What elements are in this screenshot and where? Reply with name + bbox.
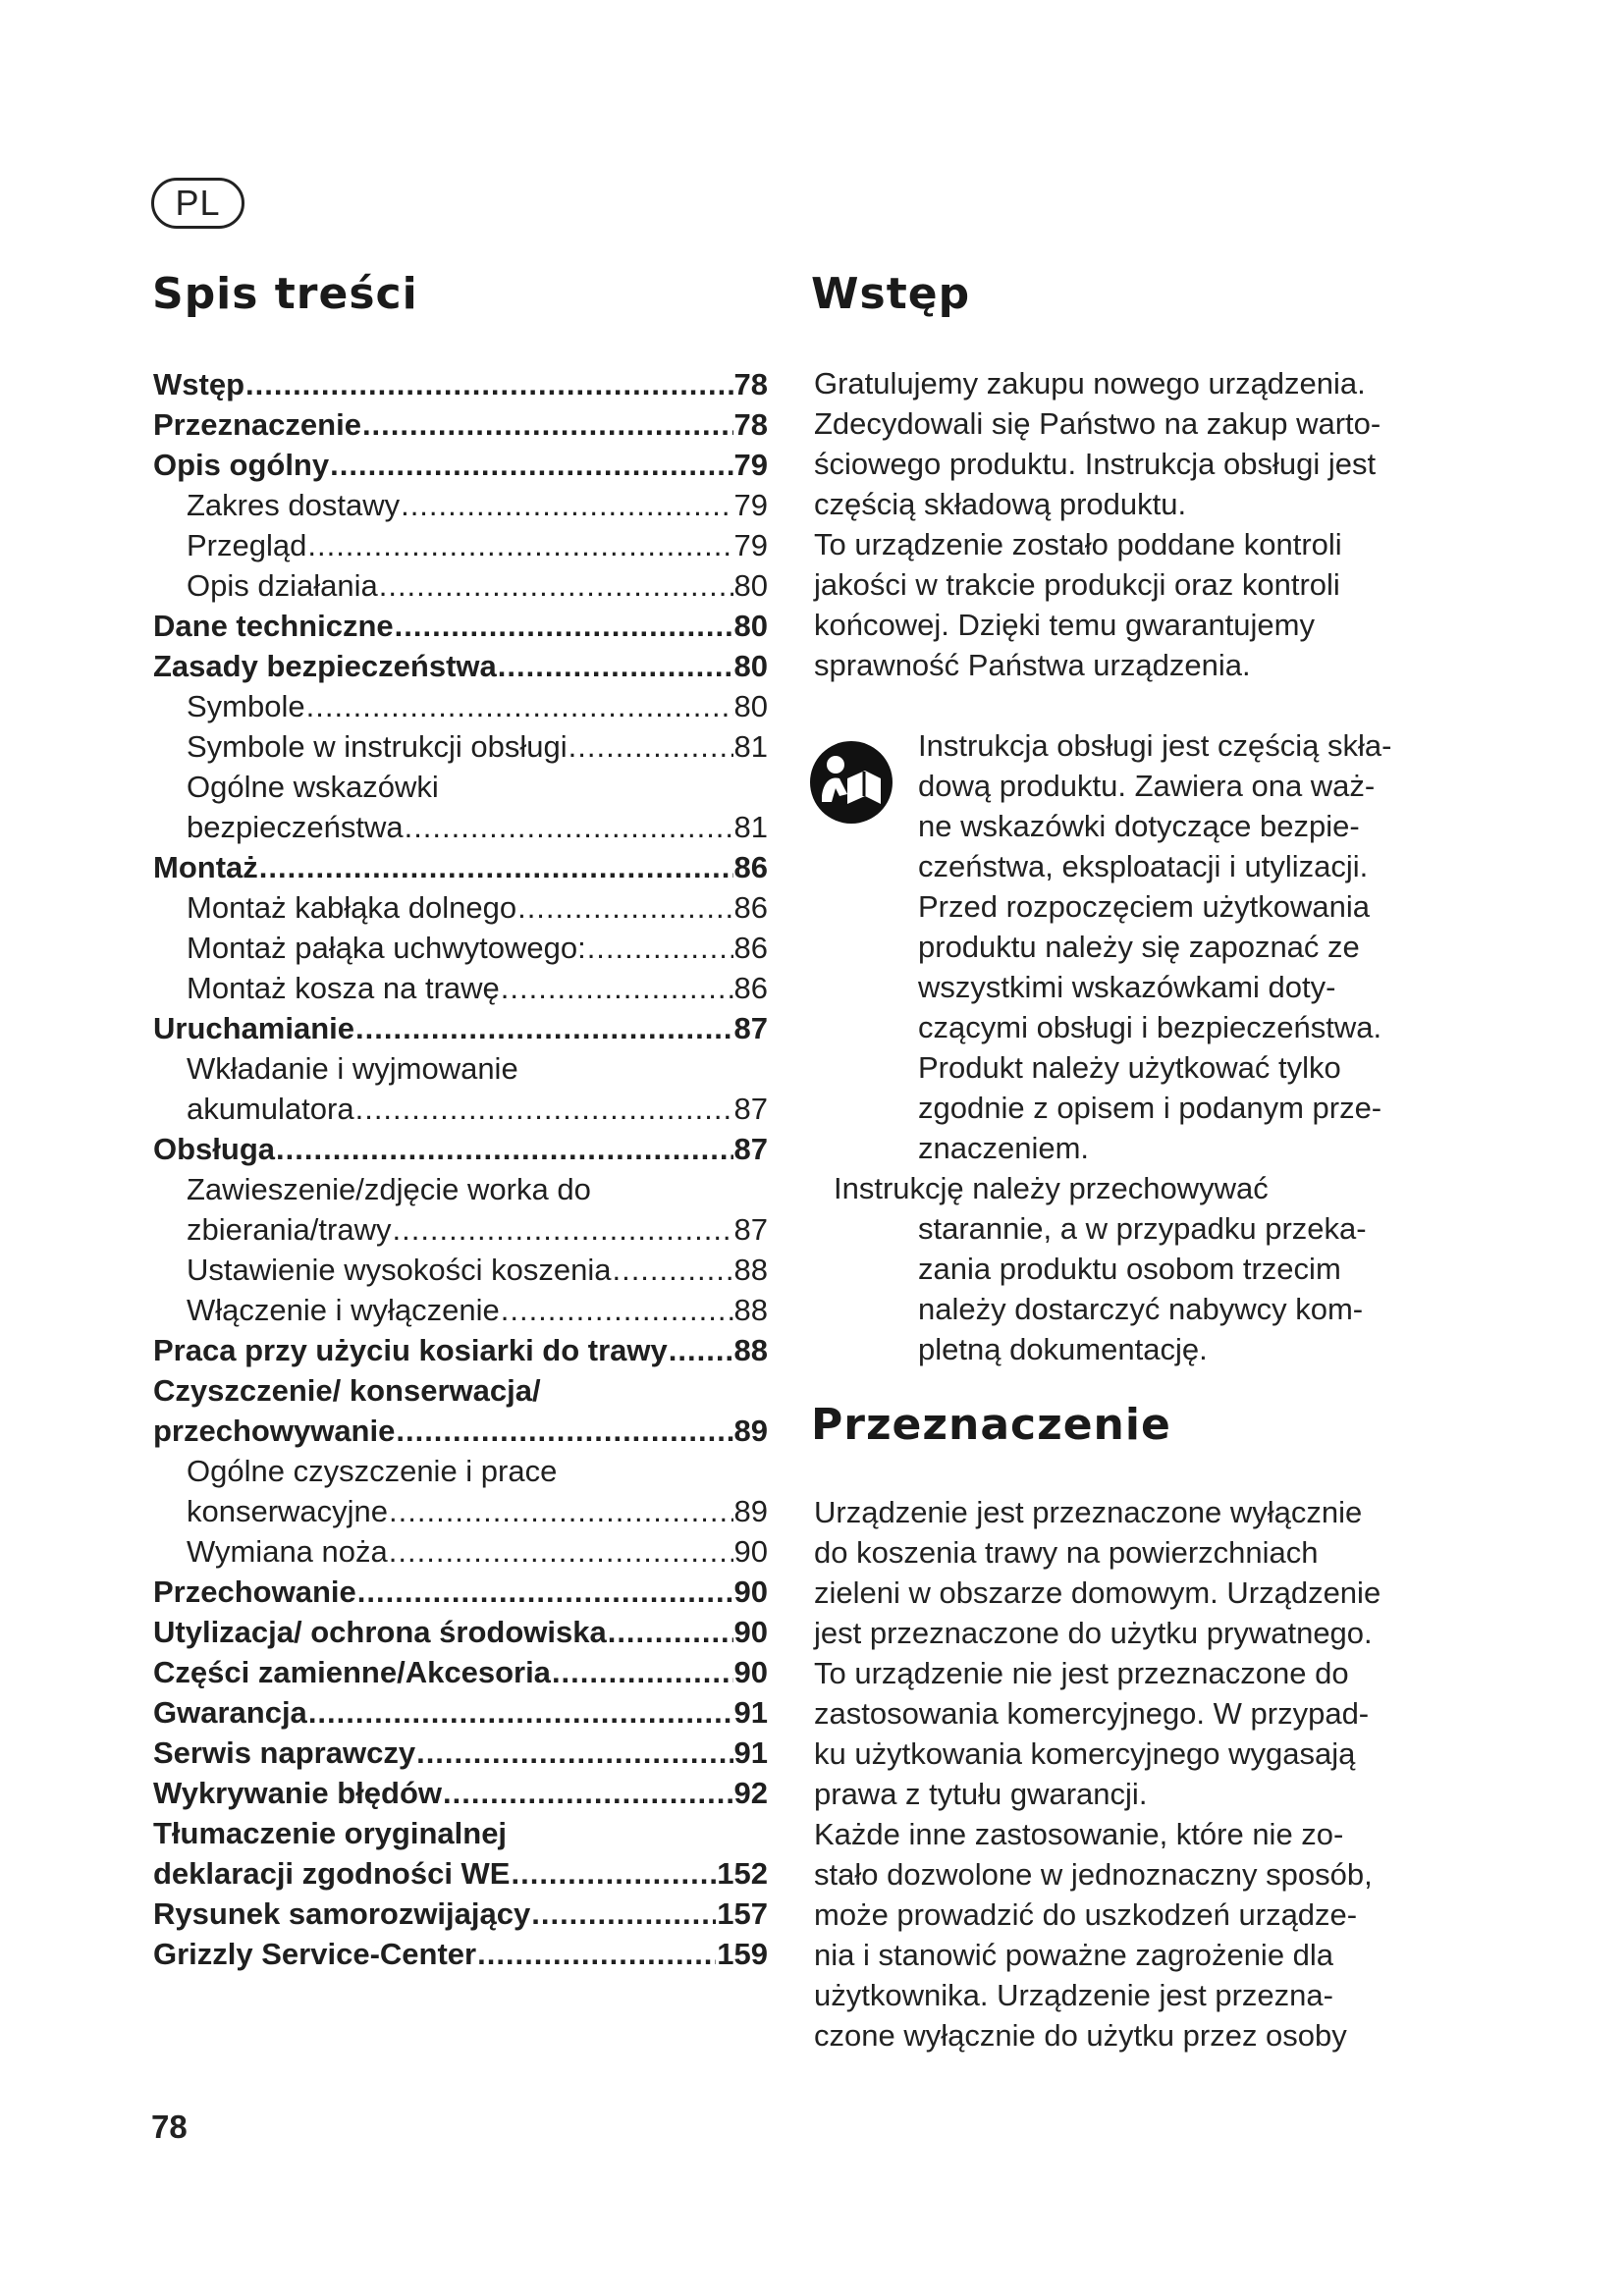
toc-entry-label: Serwis naprawczy bbox=[153, 1735, 416, 1770]
text-line: wszystkimi wskazówkami doty- bbox=[918, 970, 1336, 1004]
toc-entry-page: 86 bbox=[733, 850, 768, 884]
toc-leader-dots bbox=[511, 1853, 716, 1894]
toc-entry-label: Zakres dostawy bbox=[187, 488, 401, 522]
toc-entry bbox=[153, 1089, 768, 1129]
toc-entry-page: 80 bbox=[733, 649, 768, 683]
toc-entry bbox=[153, 1370, 768, 1411]
text-line: To urządzenie zostało poddane kontroli bbox=[814, 527, 1342, 561]
toc-entry bbox=[153, 1934, 768, 1974]
page-number: 78 bbox=[151, 2109, 188, 2145]
toc-leader-dots bbox=[587, 928, 733, 968]
toc-entry-label: Przeznaczenie bbox=[153, 407, 361, 442]
toc-entry-page: 86 bbox=[733, 890, 768, 925]
text-line: zgodnie z opisem i podanym prze- bbox=[918, 1091, 1382, 1125]
text-line: należy dostarczyć nabywcy kom- bbox=[918, 1292, 1364, 1326]
toc-leader-dots bbox=[308, 1692, 733, 1733]
toc-entry-page: 89 bbox=[733, 1414, 768, 1448]
text-line: zania produktu osobom trzecim bbox=[918, 1252, 1341, 1286]
toc-entry bbox=[153, 364, 768, 404]
text-line: Instrukcja obsługi jest częścią skła- bbox=[918, 728, 1392, 763]
toc-leader-dots bbox=[401, 485, 732, 525]
toc-entry bbox=[153, 525, 768, 565]
toc-entry-page: 91 bbox=[733, 1735, 768, 1770]
toc-entry bbox=[153, 686, 768, 726]
toc-entry-page: 152 bbox=[717, 1856, 768, 1891]
toc-entry-page: 87 bbox=[733, 1011, 768, 1045]
toc-entry-label: Zasady bezpieczeństwa bbox=[153, 649, 497, 683]
toc-entry-page: 88 bbox=[733, 1253, 768, 1287]
toc-leader-dots bbox=[395, 606, 733, 646]
toc-entry-label: Grizzly Service-Center bbox=[153, 1937, 477, 1971]
toc-leader-dots bbox=[477, 1934, 716, 1974]
text-line: sprawność Państwa urządzenia. bbox=[814, 648, 1251, 682]
toc-entry-label: Ustawienie wysokości koszenia bbox=[187, 1253, 612, 1287]
toc-entry-page: 79 bbox=[733, 528, 768, 562]
toc-entry bbox=[153, 1692, 768, 1733]
toc-leader-dots bbox=[501, 1290, 733, 1330]
toc-leader-dots bbox=[357, 1572, 733, 1612]
table-of-contents bbox=[153, 364, 768, 1974]
toc-leader-dots bbox=[669, 1330, 733, 1370]
toc-entry bbox=[153, 1250, 768, 1290]
toc-entry-page: 89 bbox=[733, 1494, 768, 1528]
toc-entry-label: zbierania/trawy bbox=[187, 1212, 392, 1247]
toc-entry-label: Ogólne wskazówki bbox=[187, 770, 439, 804]
toc-leader-dots bbox=[443, 1773, 733, 1813]
text-line: może prowadzić do uszkodzeń urządze- bbox=[814, 1897, 1358, 1932]
toc-entry-page: 79 bbox=[733, 448, 768, 482]
toc-leader-dots bbox=[531, 1894, 716, 1934]
toc-leader-dots bbox=[362, 404, 733, 445]
toc-leader-dots bbox=[552, 1652, 733, 1692]
toc-entry bbox=[153, 767, 768, 807]
toc-entry bbox=[153, 646, 768, 686]
toc-entry bbox=[153, 1048, 768, 1089]
toc-leader-dots bbox=[389, 1491, 732, 1531]
toc-leader-dots bbox=[330, 445, 732, 485]
toc-entry-page: 91 bbox=[733, 1695, 768, 1730]
text-line: zieleni w obszarze domowym. Urządzenie bbox=[814, 1575, 1381, 1610]
toc-entry-label: Wykrywanie błędów bbox=[153, 1776, 443, 1810]
toc-entry-label: akumulatora bbox=[187, 1092, 354, 1126]
purpose-paragraph bbox=[814, 1492, 1380, 2056]
toc-entry bbox=[153, 1451, 768, 1491]
toc-entry-page: 80 bbox=[733, 689, 768, 723]
language-code: PL bbox=[175, 183, 221, 223]
text-line: Urządzenie jest przeznaczone wyłącznie bbox=[814, 1495, 1363, 1529]
toc-entry-label: konserwacyjne bbox=[187, 1494, 389, 1528]
notice-paragraph bbox=[918, 725, 1391, 1168]
text-line: ku użytkowania komercyjnego wygasają bbox=[814, 1736, 1356, 1771]
toc-entry-label: Symbole w instrukcji obsługi bbox=[187, 729, 568, 764]
toc-entry bbox=[153, 485, 768, 525]
toc-entry bbox=[153, 1813, 768, 1853]
text-line: To urządzenie nie jest przeznaczone do bbox=[814, 1656, 1349, 1690]
intro-paragraph bbox=[814, 363, 1380, 685]
toc-leader-dots bbox=[392, 1209, 732, 1250]
toc-entry bbox=[153, 1572, 768, 1612]
toc-entry-label: Dane techniczne bbox=[153, 609, 394, 643]
text-line: dową produktu. Zawiera ona waż- bbox=[918, 769, 1376, 803]
toc-entry-page: 78 bbox=[733, 407, 768, 442]
toc-entry bbox=[153, 928, 768, 968]
text-line: czeństwa, eksploatacji i utylizacji. bbox=[918, 849, 1369, 883]
toc-entry bbox=[153, 565, 768, 606]
toc-entry bbox=[153, 1612, 768, 1652]
toc-leader-dots bbox=[379, 565, 733, 606]
toc-leader-dots bbox=[355, 1008, 733, 1048]
toc-entry bbox=[153, 1209, 768, 1250]
toc-leader-dots bbox=[498, 646, 733, 686]
toc-entry-page: 86 bbox=[733, 931, 768, 965]
toc-entry-page: 90 bbox=[733, 1615, 768, 1649]
toc-entry-page: 86 bbox=[733, 971, 768, 1005]
text-line: Instrukcję należy przechowywać bbox=[834, 1171, 1269, 1205]
toc-entry-page: 87 bbox=[733, 1212, 768, 1247]
toc-entry-page: 88 bbox=[733, 1333, 768, 1367]
toc-entry bbox=[153, 726, 768, 767]
toc-leader-dots bbox=[568, 726, 733, 767]
toc-leader-dots bbox=[389, 1531, 733, 1572]
toc-entry-page: 87 bbox=[733, 1132, 768, 1166]
toc-entry-label: Włączenie i wyłączenie bbox=[187, 1293, 500, 1327]
toc-leader-dots bbox=[245, 364, 733, 404]
toc-entry-label: Obsługa bbox=[153, 1132, 276, 1166]
toc-leader-dots bbox=[276, 1129, 733, 1169]
text-line: zastosowania komercyjnego. W przypad- bbox=[814, 1696, 1370, 1731]
toc-entry-label: Montaż pałąka uchwytowego: bbox=[187, 931, 586, 965]
toc-entry-label: Wkładanie i wyjmowanie bbox=[187, 1051, 518, 1086]
toc-entry bbox=[153, 606, 768, 646]
toc-entry-label: Praca przy użyciu kosiarki do trawy bbox=[153, 1333, 668, 1367]
toc-entry-page: 81 bbox=[733, 810, 768, 844]
toc-entry bbox=[153, 1169, 768, 1209]
toc-entry-label: Montaż kosza na trawę bbox=[187, 971, 500, 1005]
toc-entry-label: Przechowanie bbox=[153, 1575, 356, 1609]
language-badge bbox=[151, 178, 244, 229]
text-line: końcowej. Dzięki temu gwarantujemy bbox=[814, 608, 1315, 642]
text-line: czącymi obsługi i bezpieczeństwa. bbox=[918, 1010, 1382, 1044]
toc-entry bbox=[153, 1008, 768, 1048]
text-line: do koszenia trawy na powierzchniach bbox=[814, 1535, 1319, 1570]
toc-entry-page: 90 bbox=[733, 1575, 768, 1609]
toc-entry-label: Montaż kabłąka dolnego bbox=[187, 890, 517, 925]
toc-leader-dots bbox=[612, 1250, 732, 1290]
toc-entry-page: 78 bbox=[733, 367, 768, 401]
toc-entry bbox=[153, 1652, 768, 1692]
toc-leader-dots bbox=[259, 847, 733, 887]
toc-entry-label: Wymiana noża bbox=[187, 1534, 388, 1569]
toc-entry-page: 92 bbox=[733, 1776, 768, 1810]
toc-entry bbox=[153, 1290, 768, 1330]
text-line: Gratulujemy zakupu nowego urządzenia. bbox=[814, 366, 1366, 400]
text-line: Przed rozpoczęciem użytkowania bbox=[918, 889, 1371, 924]
toc-entry-label: Przegląd bbox=[187, 528, 307, 562]
toc-title: Spis treści bbox=[152, 269, 418, 319]
toc-entry-label: Montaż bbox=[153, 850, 258, 884]
text-line: stało dozwolone w jednoznaczny sposób, bbox=[814, 1857, 1373, 1892]
intro-title: Wstęp bbox=[811, 269, 971, 319]
toc-entry bbox=[153, 1894, 768, 1934]
toc-entry bbox=[153, 847, 768, 887]
toc-entry-page: 88 bbox=[733, 1293, 768, 1327]
text-line: pletną dokumentację. bbox=[918, 1332, 1208, 1366]
toc-entry bbox=[153, 1491, 768, 1531]
text-line: nia i stanowić poważne zagrożenie dla bbox=[814, 1938, 1334, 1972]
text-line: użytkownika. Urządzenie jest przezna- bbox=[814, 1978, 1333, 2012]
toc-entry bbox=[153, 1733, 768, 1773]
toc-entry-label: Ogólne czyszczenie i prace bbox=[187, 1454, 558, 1488]
toc-entry-label: Rysunek samorozwijający bbox=[153, 1896, 531, 1931]
toc-entry-label: Symbole bbox=[187, 689, 305, 723]
toc-entry bbox=[153, 1330, 768, 1370]
toc-entry-label: Opis ogólny bbox=[153, 448, 330, 482]
toc-entry-page: 79 bbox=[733, 488, 768, 522]
toc-entry-label: przechowywanie bbox=[153, 1414, 396, 1448]
toc-entry bbox=[153, 1853, 768, 1894]
text-line: ne wskazówki dotyczące bezpie- bbox=[918, 809, 1360, 843]
text-line: czone wyłącznie do użytku przez osoby bbox=[814, 2018, 1347, 2053]
toc-leader-dots bbox=[307, 525, 732, 565]
toc-leader-dots bbox=[416, 1733, 732, 1773]
toc-entry-label: Zawieszenie/zdjęcie worka do bbox=[187, 1172, 591, 1206]
text-line: ściowego produktu. Instrukcja obsługi jest bbox=[814, 447, 1377, 481]
toc-leader-dots bbox=[355, 1089, 733, 1129]
toc-entry-label: Wstęp bbox=[153, 367, 244, 401]
toc-entry-page: 90 bbox=[733, 1534, 768, 1569]
text-line: starannie, a w przypadku przeka- bbox=[918, 1211, 1367, 1246]
toc-entry-label: Części zamienne/Akcesoria bbox=[153, 1655, 551, 1689]
text-line: jakości w trakcie produkcji oraz kontroli bbox=[814, 567, 1340, 602]
toc-entry bbox=[153, 1531, 768, 1572]
toc-entry-label: deklaracji zgodności WE bbox=[153, 1856, 511, 1891]
toc-leader-dots bbox=[306, 686, 733, 726]
toc-entry-page: 80 bbox=[733, 568, 768, 603]
text-line: Każde inne zastosowanie, które nie zo- bbox=[814, 1817, 1344, 1851]
toc-entry-page: 90 bbox=[733, 1655, 768, 1689]
toc-entry bbox=[153, 968, 768, 1008]
toc-entry-page: 159 bbox=[717, 1937, 768, 1971]
read-manual-icon bbox=[808, 739, 894, 826]
text-line: Produkt należy użytkować tylko bbox=[918, 1050, 1341, 1085]
toc-entry-label: bezpieczeństwa bbox=[187, 810, 404, 844]
toc-entry-label: Opis działania bbox=[187, 568, 378, 603]
toc-leader-dots bbox=[396, 1411, 732, 1451]
toc-entry-page: 80 bbox=[733, 609, 768, 643]
toc-leader-dots bbox=[405, 807, 733, 847]
toc-entry bbox=[153, 1411, 768, 1451]
toc-leader-dots bbox=[608, 1612, 733, 1652]
notice-outdent-line bbox=[834, 1168, 1269, 1208]
toc-entry bbox=[153, 445, 768, 485]
toc-entry-page: 87 bbox=[733, 1092, 768, 1126]
toc-entry-label: Czyszczenie/ konserwacja/ bbox=[153, 1373, 541, 1408]
purpose-title: Przeznaczenie bbox=[811, 1400, 1171, 1450]
toc-entry-page: 81 bbox=[733, 729, 768, 764]
text-line: częścią składową produktu. bbox=[814, 487, 1187, 521]
toc-entry-label: Utylizacja/ ochrona środowiska bbox=[153, 1615, 607, 1649]
text-line: produktu należy się zapoznać ze bbox=[918, 930, 1360, 964]
toc-entry-label: Tłumaczenie oryginalnej bbox=[153, 1816, 508, 1850]
text-line: znaczeniem. bbox=[918, 1131, 1090, 1165]
notice-continuation bbox=[918, 1208, 1367, 1369]
toc-entry-label: Uruchamianie bbox=[153, 1011, 355, 1045]
toc-leader-dots bbox=[517, 887, 732, 928]
toc-entry bbox=[153, 887, 768, 928]
toc-entry bbox=[153, 404, 768, 445]
toc-entry-page: 157 bbox=[717, 1896, 768, 1931]
toc-entry-label: Gwarancja bbox=[153, 1695, 307, 1730]
text-line: prawa z tytułu gwarancji. bbox=[814, 1777, 1148, 1811]
text-line: jest przeznaczone do użytku prywatnego. bbox=[814, 1616, 1373, 1650]
text-line: Zdecydowali się Państwo na zakup warto- bbox=[814, 406, 1381, 441]
toc-entry bbox=[153, 807, 768, 847]
toc-entry bbox=[153, 1773, 768, 1813]
toc-entry bbox=[153, 1129, 768, 1169]
toc-leader-dots bbox=[501, 968, 733, 1008]
